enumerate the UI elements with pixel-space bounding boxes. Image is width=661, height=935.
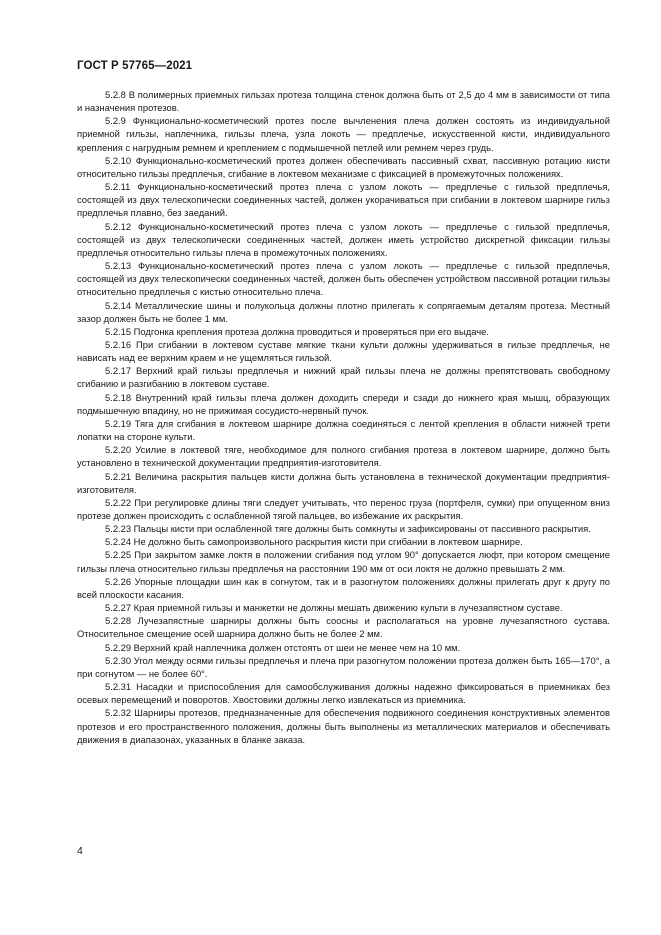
paragraph-5-2-11: 5.2.11 Функционально-косметический протез плеча с узлом локоть — предплечье с гильзой предплечья, состоящей из двух телескопически соединенных частей, должен укорачиваться при сгибании в локтевом шарнире гильз предплечья плавно, без заеданий. [77, 181, 610, 219]
paragraph-5-2-9: 5.2.9 Функционально-косметический протез после вычленения плеча должен состоять из индивидуальной приемной гильзы, наплечника, гильзы плеча, узла локоть — предплечье, искусственной кисти, индивидуального крепления с нагрудным ремнем и креплением с подмышечной петлей или ремнем через грудь. [77, 115, 610, 153]
paragraph-5-2-24: 5.2.24 Не должно быть самопроизвольного раскрытия кисти при сгибании в локтевом шарнире. [105, 536, 523, 548]
paragraph-5-2-17: 5.2.17 Верхний край гильзы предплечья и нижний край гильзы плеча не должны препятствовать свободному сгибанию и разгибанию в локтевом суставе. [77, 365, 610, 390]
paragraph-5-2-28: 5.2.28 Лучезапястные шарниры должны быть соосны и располагаться на уровне лучезапястного сустава. Относительное смещение осей шарнира должно быть не более 2 мм. [77, 615, 610, 640]
paragraph-5-2-25: 5.2.25 При закрытом замке локтя в положении сгибания под углом 90° допускается люфт, при котором смещение гильзы плеча относительно гильзы предплечья на расстоянии 190 мм от оси локтя не должно превышать 2 мм. [77, 549, 610, 574]
paragraph-5-2-29: 5.2.29 Верхний край наплечника должен отстоять от шеи не менее чем на 10 мм. [105, 641, 461, 653]
paragraph-5-2-15: 5.2.15 Подгонка крепления протеза должна проводиться и проверяться при его выдаче. [105, 325, 489, 337]
paragraph-5-2-27: 5.2.27 Края приемной гильзы и манжетки не должны мешать движению культи в лучезапястном суставе. [105, 602, 563, 614]
paragraph-5-2-31: 5.2.31 Насадки и приспособления для самообслуживания должны надежно фиксироваться в приемниках без осевых перемещений и поворотов. Хвостовики должны легко извлекаться из приемника. [77, 681, 610, 706]
paragraph-5-2-12: 5.2.12 Функционально-косметический протез плеча с узлом локоть — предплечье с гильзой предплечья, состоящей из двух телескопически соединенных частей, должен иметь устройство дискретной фиксации гильзы предплечья относительно гильзы плеча в промежуточных положениях. [77, 220, 610, 258]
paragraph-5-2-30: 5.2.30 Угол между осями гильзы предплечья и плеча при разогнутом положении протеза должен быть 165—170°, а при согнутом — не более 60°. [77, 654, 610, 679]
paragraph-5-2-16: 5.2.16 При сгибании в локтевом суставе мягкие ткани культи должны удерживаться в гильзе предплечья, не нависать над ее верхним краем и не ущемляться гильзой. [77, 338, 610, 364]
paragraph-5-2-26: 5.2.26 Упорные площадки шин как в согнутом, так и в разогнутом положениях должны прилегать друг к другу по всей плоскости касания. [77, 575, 610, 600]
paragraph-5-2-8: 5.2.8 В полимерных приемных гильзах протеза толщина стенок должна быть от 2,5 до 4 мм в зависимости от типа и назначения протезов. [77, 89, 610, 114]
page-number: 4 [77, 845, 83, 857]
paragraph-5-2-10: 5.2.10 Функционально-косметический протез должен обеспечивать пассивный схват, пассивную ротацию кисти относительно гильзы предплечья, сгибание в локтевом механизме с фиксацией в промежуточных положениях. [77, 154, 610, 179]
paragraph-5-2-32: 5.2.32 Шарниры протезов, предназначенные для обеспечения подвижного соединения конструктивных элементов протезов и его пространственного положения, должны быть выполнены из металлических материалов и обеспечивать движения в диапазонах, указанных в бланке заказа. [77, 707, 610, 745]
paragraph-5-2-21: 5.2.21 Величина раскрытия пальцев кисти должна быть установлена в технической документации предприятия-изготовителя. [77, 470, 610, 495]
paragraph-5-2-20: 5.2.20 Усилие в локтевой тяге, необходимое для полного сгибания протеза в локтевом шарнире, должно быть установлено в технической документации предприятия-изготовителя. [77, 444, 610, 469]
document-body [77, 88, 610, 746]
paragraph-5-2-14: 5.2.14 Металлические шины и полукольца должны плотно прилегать к сопрягаемым деталям протеза. Местный зазор должен быть не более 1 мм. [77, 299, 610, 324]
paragraph-5-2-22: 5.2.22 При регулировке длины тяги следует учитывать, что перенос груза (портфеля, сумки) при опущенном вниз протезе должен происходить с ослабленной тягой пальцев, во избежание их раскрытия. [77, 496, 610, 521]
paragraph-5-2-13: 5.2.13 Функционально-косметический протез плеча с узлом локоть — предплечье с гильзой предплечья, состоящей из двух телескопически соединенных частей, должен быть обеспечен устройством пассивной ротации гильзы относительно предплечья с кистью относительно плеча. [77, 260, 610, 298]
document-header: ГОСТ Р 57765—2021 [77, 60, 193, 72]
paragraph-5-2-23: 5.2.23 Пальцы кисти при ослабленной тяге должны быть сомкнуты и зафиксированы от пассивного раскрытия. [105, 523, 591, 535]
paragraph-5-2-18: 5.2.18 Внутренний край гильзы плеча должен доходить спереди и сзади до нижнего края мышц, образующих подмышечную впадину, но не прижимая сосудисто-нервный пучок. [77, 391, 610, 416]
paragraph-5-2-19: 5.2.19 Тяга для сгибания в локтевом шарнире должна соединяться с лентой крепления в области нижней трети лопатки на стороне культи. [77, 417, 610, 443]
